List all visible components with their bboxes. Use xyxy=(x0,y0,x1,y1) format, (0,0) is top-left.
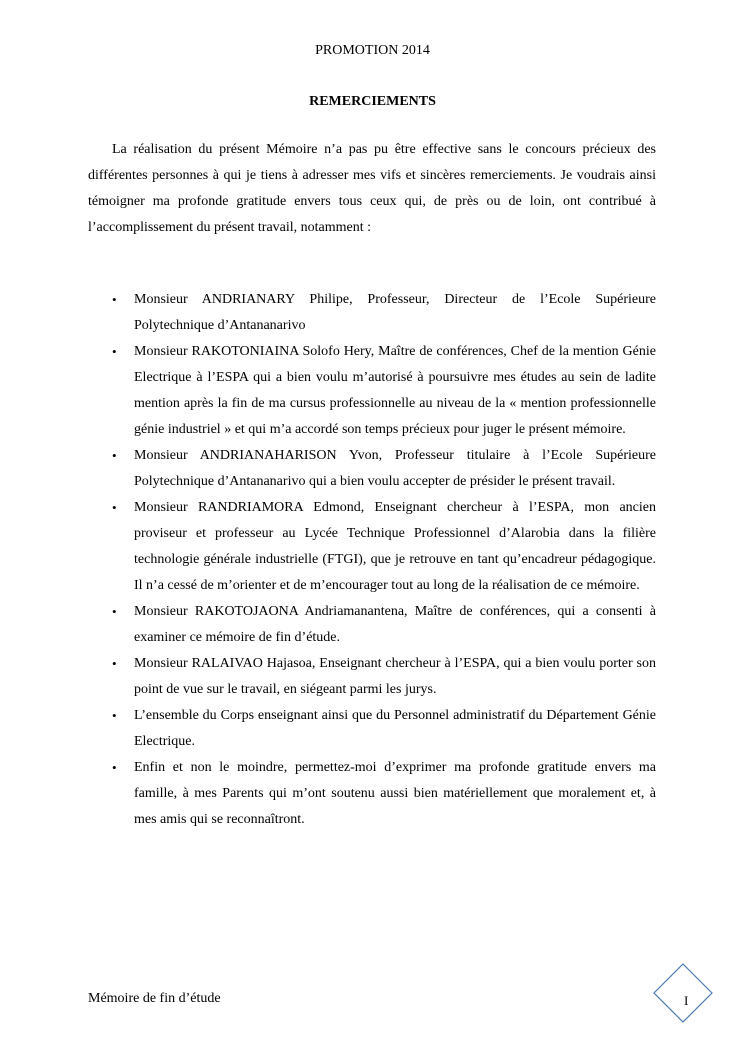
list-item xyxy=(88,703,656,755)
list-item-text: Enfin et non le moindre, permettez-moi d’exprimer ma profonde gratitude envers ma famille, à mes Parents qui m’ont soutenu aussi bien matériellement que moralement et, à mes amis qui se reconnaîtront. xyxy=(134,760,656,827)
page-title: REMERCIEMENTS xyxy=(309,94,436,109)
list-item xyxy=(88,599,656,651)
bullet-icon: • xyxy=(112,344,117,359)
list-item xyxy=(88,287,656,339)
list-item xyxy=(88,755,656,833)
bullet-icon: • xyxy=(112,708,117,723)
list-item xyxy=(88,495,656,599)
page-number-badge-icon xyxy=(652,962,714,1024)
page-header: PROMOTION 2014 xyxy=(315,43,430,58)
bullet-icon: • xyxy=(112,292,117,307)
list-item-text: Monsieur RAKOTOJAONA Andriamanantena, Maître de conférences, qui a consenti à examiner ce mémoire de fin d’étude. xyxy=(134,604,656,645)
list-item xyxy=(88,339,656,443)
page-footer: Mémoire de fin d’étude xyxy=(88,991,221,1006)
acknowledgement-list xyxy=(88,287,656,833)
page-number: I xyxy=(684,993,689,1008)
list-item-text: L’ensemble du Corps enseignant ainsi que du Personnel administratif du Département Génie Electrique. xyxy=(134,708,656,749)
list-item-text: Monsieur ANDRIANARY Philipe, Professeur, Directeur de l’Ecole Supérieure Polytechnique d’Antananarivo xyxy=(134,292,656,333)
bullet-icon: • xyxy=(112,604,117,619)
list-item-text: Monsieur ANDRIANAHARISON Yvon, Professeur titulaire à l’Ecole Supérieure Polytechnique d’Antananarivo qui a bien voulu accepter de présider le présent travail. xyxy=(134,448,656,489)
intro-paragraph: La réalisation du présent Mémoire n’a pas pu être effective sans le concours précieux des différentes personnes à qui je tiens à adresser mes vifs et sincères remerciements. Je voudrais ainsi témoigner ma profonde gratitude envers tous ceux qui, de près ou de loin, ont contribué à l’accomplissement du présent travail, notamment : xyxy=(88,142,656,235)
list-item-text: Monsieur RALAIVAO Hajasoa, Enseignant chercheur à l’ESPA, qui a bien voulu porter son point de vue sur le travail, en siégeant parmi les jurys. xyxy=(134,656,656,697)
list-item-text: Monsieur RANDRIAMORA Edmond, Enseignant chercheur à l’ESPA, mon ancien proviseur et professeur au Lycée Technique Professionnel d’Alarobia dans la filière technologie générale industrielle (FTGI), que je retrouve en tant qu’encadreur pédagogique. Il n’a cessé de m’orienter et de m’encourager tout au long de la réalisation de ce mémoire. xyxy=(134,500,656,593)
bullet-icon: • xyxy=(112,760,117,775)
list-item xyxy=(88,443,656,495)
bullet-icon: • xyxy=(112,656,117,671)
bullet-icon: • xyxy=(112,500,117,515)
bullet-icon: • xyxy=(112,448,117,463)
list-item-text: Monsieur RAKOTONIAINA Solofo Hery, Maître de conférences, Chef de la mention Génie Electrique à l’ESPA qui a bien voulu m’autorisé à poursuivre mes études au sein de ladite mention après la fin de ma cursus professionnelle au niveau de la « mention professionnelle génie industriel » et qui m’a accordé son temps précieux pour juger le présent mémoire. xyxy=(134,344,656,437)
list-item xyxy=(88,651,656,703)
